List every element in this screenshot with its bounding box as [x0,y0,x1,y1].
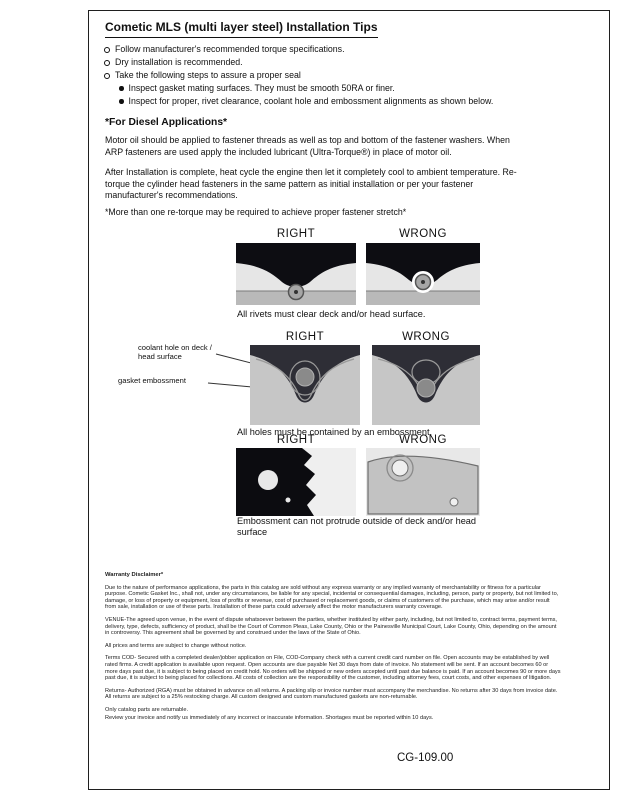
legal-paragraph: VENUE-The agreed upon venue, in the event of dispute whatsoever between the parties, whether instituted by either party, including, but not limited to, contract terms, payment terms, delivery, type, defects, sufficiency of product, shall be the Court of Common Pleas, Lake County, Ohio or the Painesville Municipal Court, Lake County, Ohio, depending on the amount in controversy. This agreement shall be governed by and construed under the laws of the State of Ohio. [105,616,557,637]
warranty-disclaimer-section [105,572,562,727]
legal-paragraph: All prices and terms are subject to change without notice. [105,642,247,649]
diesel-paragraph-2: After Installation is complete, heat cycle the engine then let it completely cool to ambient temperature. Re-torque the cylinder head fasteners in the same pattern as initial installation or per your fastener manufacturer's recommendations. [105,167,517,200]
legal-paragraph: Review your invoice and notify us immediately of any incorrect or inaccurate information. Shortages must be reported within 10 days. [105,714,434,721]
solid-bullet-icon [119,99,124,104]
protrusion-right-illustration [236,448,356,516]
list-item-text: Inspect gasket mating surfaces. They must be smooth 50RA or finer. [128,83,395,93]
row1-wrong-label: WRONG [399,228,447,240]
gasket-embossment-annotation: gasket embossment [118,376,186,385]
row3-right-label: RIGHT [276,434,316,446]
solid-bullet-icon [119,86,124,91]
legal-paragraph: Due to the nature of performance applications, the parts in this catalog are sold without any express warranty or any implied warranty of merchantability or fitness for a particular purpose. Cometic Gasket Inc., shall not, under any circumstances, be liable for any special, incidental or consequential damages, including, person, party or property, but not limited to, damage, or loss of property or equipment, loss of profits or revenue, cost of purchased or replacement goods, or claims of customers of the purchase, which may arise and/or result from sale, installation or use of these parts. Installation of these parts could adversely affect the motor manufacturers warranty coverage. [105,584,559,611]
row3-caption: Embossment can not protrude outside of deck and/or head surface [237,516,477,537]
list-item-text: Take the following steps to assure a proper seal [115,70,301,80]
installation-tips-list [104,43,559,108]
row2-right-label: RIGHT [285,331,325,343]
embossment-wrong-illustration [372,345,480,425]
list-sub-item [104,82,559,95]
rivet-wrong-illustration [366,243,480,305]
list-item [104,56,559,69]
protrusion-wrong-diagram [366,448,480,516]
legal-paragraph: Terms COD- Secured with a completed dealer/jobber application on File, COD-Company check with a current credit card number on file. Open accounts may be established by well rated firms. A credit application is available upon request. Open accounts are due payable Net 30 days from date of invoice. No statement will be sent. If an account becomes 60 or more days past due, it is subject to being placed on credit hold. No orders will be shipped or new orders accepted until past due balance is paid. If an account becomes 90 or more days past due, it is subject to being placed for collections. All costs of collection are the responsibility of the customer, including attorney fees, court costs, and other expenses of litigation. [105,655,561,682]
open-bullet-icon [104,47,110,53]
retorque-note: *More than one re-torque may be required to achieve proper fastener stretch* [105,207,407,217]
row1-right-label: RIGHT [276,228,316,240]
list-sub-item [104,95,559,108]
diesel-applications-heading: *For Diesel Applications* [105,117,228,128]
open-bullet-icon [104,73,110,79]
rivet-right-illustration [236,243,356,305]
list-item-text: Dry installation is recommended. [115,57,243,67]
rivet-wrong-diagram [366,243,480,305]
embossment-wrong-diagram [372,345,480,425]
list-item [104,43,559,56]
page-title: Cometic MLS (multi layer steel) Installation Tips [105,20,378,38]
row3-wrong-label: WRONG [399,434,447,446]
row2-caption: All holes must be contained by an embossment. [237,427,433,437]
protrusion-wrong-illustration [366,448,480,516]
open-bullet-icon [104,60,110,66]
list-item-text: Inspect for proper, rivet clearance, coolant hole and embossment alignments as shown below. [128,96,494,106]
embossment-right-diagram [250,345,360,425]
warranty-disclaimer-heading: Warranty Disclaimer* [105,572,164,578]
legal-paragraph: Returns- Authorized (RGA) must be obtained in advance on all returns. A packing slip or invoice number must accompany the merchandise. No returns after 30 days from invoice date. All returns are subject to a 25% restocking charge. All custom designed and custom manufactured gaskets are non-returnable. [105,687,558,701]
diesel-paragraph-1: Motor oil should be applied to fastener threads as well as top and bottom of the fastener washers. When ARP fasteners are used apply the included lubricant (Ultra-Torque®) in place of motor oil. [105,135,510,157]
rivet-right-diagram [236,243,356,305]
coolant-hole-annotation: coolant hole on deck / head surface [138,343,212,361]
list-item [104,69,559,82]
embossment-right-illustration [250,345,360,425]
list-item-text: Follow manufacturer's recommended torque specifications. [115,44,345,54]
legal-paragraph: Only catalog parts are returnable. [105,706,189,713]
protrusion-right-diagram [236,448,356,516]
row1-caption: All rivets must clear deck and/or head surface. [237,309,426,319]
catalog-page-code: CG-109.00 [397,752,454,764]
row2-wrong-label: WRONG [402,331,450,343]
